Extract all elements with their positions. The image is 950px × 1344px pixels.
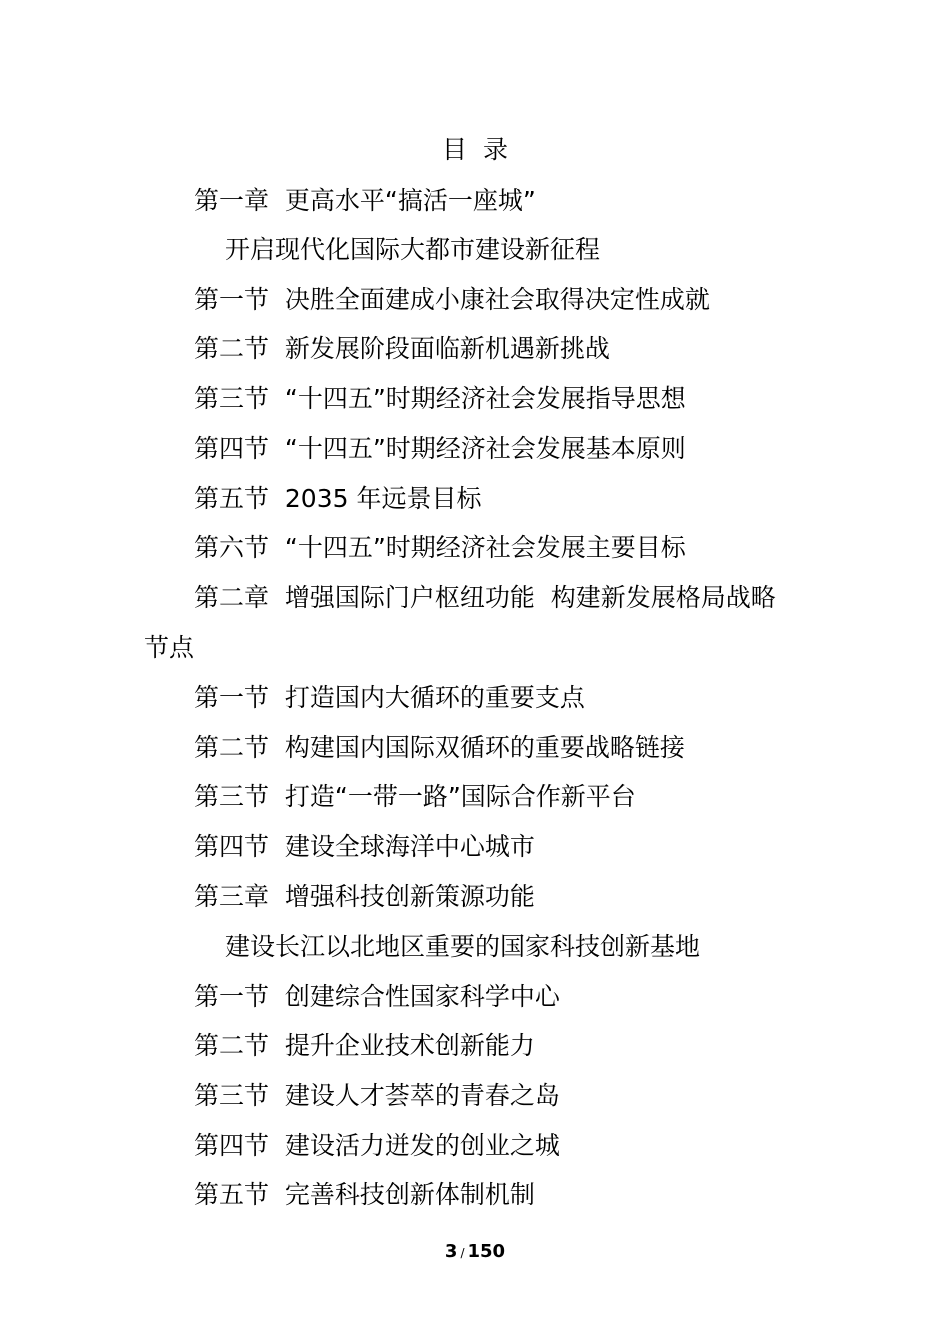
toc-chapter-3-line-1: 第三章 增强科技创新策源功能 xyxy=(194,882,535,911)
toc-section-3-4: 第四节 建设活力迸发的创业之城 xyxy=(194,1131,560,1160)
toc-section-1-5: 第五节 2035 年远景目标 xyxy=(194,484,482,513)
toc-chapter-3-line-2: 建设长江以北地区重要的国家科技创新基地 xyxy=(225,932,701,961)
current-page-number: 3 xyxy=(444,1241,458,1262)
toc-section-1-4: 第四节 “十四五”时期经济社会发展基本原则 xyxy=(194,434,686,463)
toc-chapter-2-line-1: 第二章 增强国际门户枢纽功能 构建新发展格局战略 xyxy=(194,583,776,612)
toc-section-2-4: 第四节 建设全球海洋中心城市 xyxy=(194,832,535,861)
toc-section-2-1: 第一节 打造国内大循环的重要支点 xyxy=(194,683,585,712)
toc-section-3-3: 第三节 建设人才荟萃的青春之岛 xyxy=(194,1081,560,1110)
toc-section-2-2: 第二节 构建国内国际双循环的重要战略链接 xyxy=(194,733,685,762)
toc-section-2-3: 第三节 打造“一带一路”国际合作新平台 xyxy=(194,782,636,811)
toc-section-1-6: 第六节 “十四五”时期经济社会发展主要目标 xyxy=(194,533,686,562)
toc-title: 目 录 xyxy=(442,135,508,164)
total-pages: 150 xyxy=(467,1241,506,1262)
page-number xyxy=(0,1240,950,1265)
toc-section-1-2: 第二节 新发展阶段面临新机遇新挑战 xyxy=(194,334,610,363)
toc-chapter-1-line-2: 开启现代化国际大都市建设新征程 xyxy=(225,235,601,264)
toc-chapter-1-line-1: 第一章 更高水平“搞活一座城” xyxy=(194,186,536,215)
toc-section-3-2: 第二节 提升企业技术创新能力 xyxy=(194,1031,535,1060)
toc-chapter-2-line-2: 节点 xyxy=(144,633,195,662)
toc-section-3-1: 第一节 创建综合性国家科学中心 xyxy=(194,982,560,1011)
page-separator: / xyxy=(460,1246,465,1260)
toc-section-3-5: 第五节 完善科技创新体制机制 xyxy=(194,1180,535,1209)
toc-section-1-1: 第一节 决胜全面建成小康社会取得决定性成就 xyxy=(194,285,710,314)
toc-section-1-3: 第三节 “十四五”时期经济社会发展指导思想 xyxy=(194,384,686,413)
